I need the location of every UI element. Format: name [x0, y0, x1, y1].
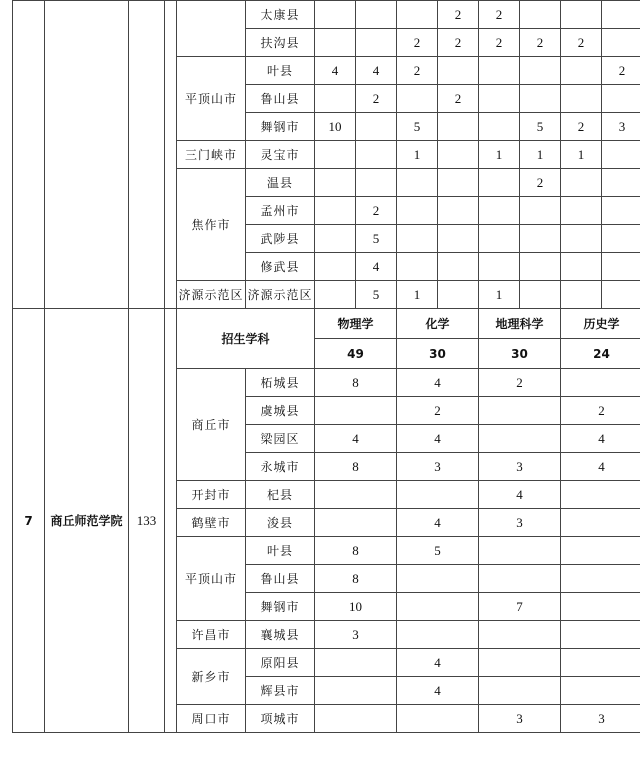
value-cell	[397, 593, 479, 621]
county-cell: 项城市	[246, 705, 315, 733]
value-cell	[315, 29, 356, 57]
value-cell	[438, 113, 479, 141]
county-cell: 灵宝市	[246, 141, 315, 169]
value-cell	[397, 253, 438, 281]
value-cell: 2	[479, 29, 520, 57]
county-cell: 舞钢市	[246, 113, 315, 141]
value-cell	[479, 677, 561, 705]
city-cell: 平顶山市	[177, 537, 246, 621]
value-cell	[397, 565, 479, 593]
value-cell: 2	[520, 29, 561, 57]
county-cell: 叶县	[246, 537, 315, 565]
value-cell: 3	[315, 621, 397, 649]
value-cell	[561, 537, 640, 565]
value-cell	[602, 85, 640, 113]
value-cell: 1	[397, 281, 438, 309]
value-cell	[356, 1, 397, 29]
subject-count-cell: 49	[315, 339, 397, 369]
value-cell: 8	[315, 369, 397, 397]
value-cell: 4	[397, 425, 479, 453]
value-cell	[520, 225, 561, 253]
value-cell	[561, 481, 640, 509]
spacer-cell	[165, 309, 177, 733]
index-cell: 7	[13, 309, 45, 733]
value-cell	[397, 621, 479, 649]
value-cell	[561, 677, 640, 705]
county-cell: 永城市	[246, 453, 315, 481]
spacer-cell	[165, 1, 177, 309]
value-cell: 2	[520, 169, 561, 197]
city-cell: 开封市	[177, 481, 246, 509]
value-cell	[397, 197, 438, 225]
value-cell	[315, 225, 356, 253]
value-cell: 5	[397, 113, 438, 141]
county-cell: 柘城县	[246, 369, 315, 397]
county-cell: 襄城县	[246, 621, 315, 649]
value-cell: 2	[561, 29, 602, 57]
value-cell: 4	[397, 649, 479, 677]
value-cell: 2	[438, 29, 479, 57]
value-cell: 2	[479, 1, 520, 29]
value-cell	[479, 565, 561, 593]
value-cell: 10	[315, 113, 356, 141]
value-cell: 4	[397, 677, 479, 705]
value-cell: 4	[315, 425, 397, 453]
value-cell	[602, 141, 640, 169]
value-cell	[602, 225, 640, 253]
value-cell: 4	[479, 481, 561, 509]
value-cell: 4	[561, 425, 640, 453]
value-cell	[397, 1, 438, 29]
county-cell: 鲁山县	[246, 85, 315, 113]
value-cell	[602, 1, 640, 29]
city-cell: 周口市	[177, 705, 246, 733]
value-cell: 1	[561, 141, 602, 169]
value-cell: 2	[438, 85, 479, 113]
value-cell	[315, 141, 356, 169]
value-cell	[397, 705, 479, 733]
value-cell: 1	[520, 141, 561, 169]
value-cell: 3	[602, 113, 640, 141]
city-cell	[177, 1, 246, 57]
table-row	[13, 1, 640, 29]
total-quota-cell: 133	[129, 309, 165, 733]
value-cell: 3	[561, 705, 640, 733]
value-cell	[479, 621, 561, 649]
value-cell: 5	[356, 281, 397, 309]
subject-name-cell: 地理科学	[479, 309, 561, 339]
subject-header-cell: 招生学科	[177, 309, 315, 369]
value-cell	[438, 281, 479, 309]
city-cell: 焦作市	[177, 169, 246, 281]
value-cell	[315, 1, 356, 29]
value-cell	[438, 57, 479, 85]
value-cell: 3	[479, 705, 561, 733]
value-cell	[315, 253, 356, 281]
value-cell	[479, 397, 561, 425]
value-cell	[520, 1, 561, 29]
value-cell	[602, 29, 640, 57]
value-cell	[602, 281, 640, 309]
value-cell	[561, 253, 602, 281]
value-cell	[561, 565, 640, 593]
value-cell	[479, 85, 520, 113]
county-cell: 鲁山县	[246, 565, 315, 593]
value-cell	[479, 169, 520, 197]
value-cell	[438, 253, 479, 281]
value-cell: 4	[561, 453, 640, 481]
county-cell: 武陟县	[246, 225, 315, 253]
table-row	[13, 309, 640, 339]
value-cell	[356, 29, 397, 57]
value-cell: 1	[479, 281, 520, 309]
value-cell	[315, 705, 397, 733]
value-cell: 2	[561, 113, 602, 141]
value-cell: 3	[397, 453, 479, 481]
city-cell: 许昌市	[177, 621, 246, 649]
value-cell: 2	[602, 57, 640, 85]
value-cell	[561, 621, 640, 649]
value-cell	[479, 537, 561, 565]
value-cell: 4	[356, 57, 397, 85]
value-cell	[561, 593, 640, 621]
value-cell: 1	[479, 141, 520, 169]
county-cell: 辉县市	[246, 677, 315, 705]
value-cell: 4	[315, 57, 356, 85]
value-cell	[315, 197, 356, 225]
value-cell	[520, 57, 561, 85]
value-cell	[479, 113, 520, 141]
value-cell	[479, 649, 561, 677]
value-cell: 2	[479, 369, 561, 397]
value-cell: 5	[397, 537, 479, 565]
value-cell	[561, 57, 602, 85]
value-cell	[602, 169, 640, 197]
value-cell	[561, 197, 602, 225]
city-cell: 平顶山市	[177, 57, 246, 141]
value-cell	[397, 225, 438, 253]
value-cell	[479, 197, 520, 225]
value-cell: 2	[561, 397, 640, 425]
county-cell: 孟州市	[246, 197, 315, 225]
subject-count-cell: 30	[479, 339, 561, 369]
value-cell	[356, 141, 397, 169]
value-cell	[561, 225, 602, 253]
value-cell	[315, 677, 397, 705]
subject-count-cell: 30	[397, 339, 479, 369]
value-cell: 4	[397, 509, 479, 537]
value-cell: 4	[397, 369, 479, 397]
subject-name-cell: 历史学	[561, 309, 640, 339]
value-cell	[397, 85, 438, 113]
value-cell	[315, 85, 356, 113]
value-cell	[520, 281, 561, 309]
value-cell: 5	[520, 113, 561, 141]
school-cell-prev	[45, 1, 129, 309]
value-cell	[315, 509, 397, 537]
city-cell: 新乡市	[177, 649, 246, 705]
value-cell	[315, 481, 397, 509]
value-cell	[438, 197, 479, 225]
value-cell: 2	[356, 85, 397, 113]
value-cell: 8	[315, 565, 397, 593]
value-cell: 5	[356, 225, 397, 253]
county-cell: 太康县	[246, 1, 315, 29]
county-cell: 杞县	[246, 481, 315, 509]
total-cell-prev	[129, 1, 165, 309]
county-cell: 原阳县	[246, 649, 315, 677]
value-cell	[520, 85, 561, 113]
value-cell	[315, 281, 356, 309]
county-cell: 虞城县	[246, 397, 315, 425]
school-name-cell: 商丘师范学院	[45, 309, 129, 733]
quota-table	[12, 0, 640, 733]
value-cell	[561, 169, 602, 197]
value-cell: 3	[479, 453, 561, 481]
value-cell: 1	[397, 141, 438, 169]
city-cell: 济源示范区	[177, 281, 246, 309]
subject-count-cell: 24	[561, 339, 640, 369]
county-cell: 舞钢市	[246, 593, 315, 621]
value-cell	[520, 197, 561, 225]
city-cell: 三门峡市	[177, 141, 246, 169]
value-cell	[561, 649, 640, 677]
value-cell	[479, 57, 520, 85]
value-cell: 7	[479, 593, 561, 621]
value-cell	[356, 169, 397, 197]
county-cell: 浚县	[246, 509, 315, 537]
value-cell	[561, 85, 602, 113]
subject-name-cell: 物理学	[315, 309, 397, 339]
county-cell: 梁园区	[246, 425, 315, 453]
value-cell	[397, 169, 438, 197]
county-cell: 济源示范区	[246, 281, 315, 309]
city-cell: 鹤壁市	[177, 509, 246, 537]
value-cell: 8	[315, 453, 397, 481]
value-cell	[561, 509, 640, 537]
value-cell	[561, 369, 640, 397]
value-cell	[438, 225, 479, 253]
value-cell	[479, 425, 561, 453]
index-cell-prev	[13, 1, 45, 309]
value-cell: 3	[479, 509, 561, 537]
value-cell	[479, 253, 520, 281]
value-cell	[315, 649, 397, 677]
value-cell	[356, 113, 397, 141]
value-cell	[520, 253, 561, 281]
value-cell: 2	[356, 197, 397, 225]
value-cell	[602, 197, 640, 225]
value-cell: 2	[397, 29, 438, 57]
city-cell: 商丘市	[177, 369, 246, 481]
county-cell: 修武县	[246, 253, 315, 281]
value-cell: 4	[356, 253, 397, 281]
value-cell	[315, 169, 356, 197]
value-cell: 8	[315, 537, 397, 565]
value-cell	[602, 253, 640, 281]
value-cell	[438, 169, 479, 197]
value-cell: 10	[315, 593, 397, 621]
value-cell: 2	[397, 397, 479, 425]
subject-name-cell: 化学	[397, 309, 479, 339]
value-cell	[438, 141, 479, 169]
value-cell: 2	[438, 1, 479, 29]
county-cell: 扶沟县	[246, 29, 315, 57]
value-cell	[561, 1, 602, 29]
county-cell: 温县	[246, 169, 315, 197]
value-cell	[397, 481, 479, 509]
county-cell: 叶县	[246, 57, 315, 85]
value-cell: 2	[397, 57, 438, 85]
value-cell	[561, 281, 602, 309]
value-cell	[315, 397, 397, 425]
value-cell	[479, 225, 520, 253]
